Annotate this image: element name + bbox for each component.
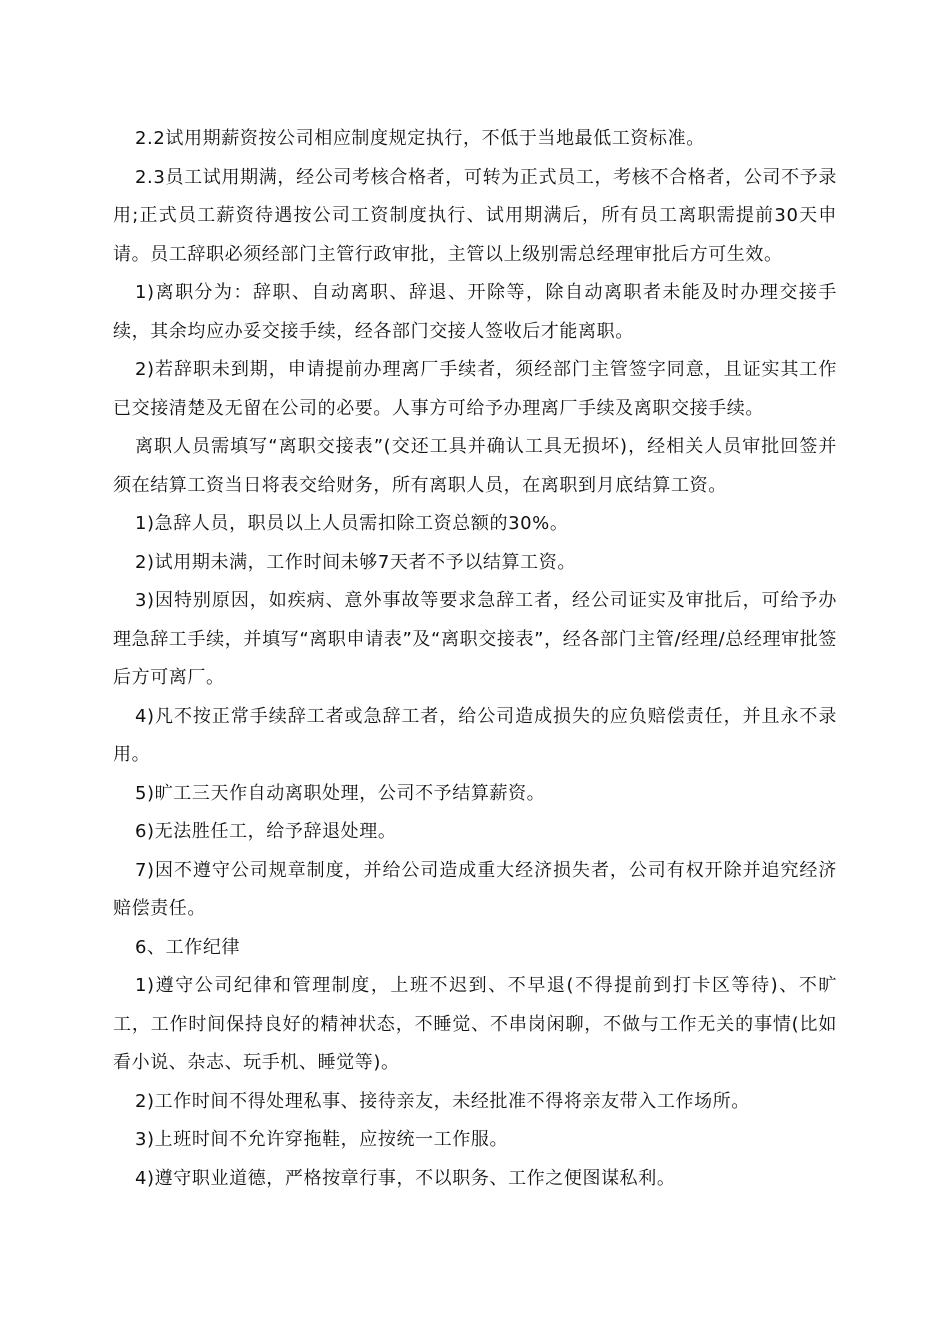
paragraph-discipline-rules: 1)遵守公司纪律和管理制度，上班不迟到、不早退(不得提前到打卡区等待)、不旷工，工作时间保持良好的精神状态，不睡觉、不串岗闲聊，不做与工作无关的事情(比如看小说、杂志、玩手机、睡觉等)。 [113, 975, 837, 1073]
paragraph-improper-resignation: 4)凡不按正常手续辞工者或急辞工者，给公司造成损失的应负赔偿责任，并且永不录用。 [113, 705, 837, 765]
paragraph-absenteeism: 5)旷工三天作自动离职处理，公司不予结算薪资。 [135, 782, 546, 804]
paragraph-dismissal: 7)因不遵守公司规章制度，并给公司造成重大经济损失者，公司有权开除并追究经济赔偿责任。 [113, 859, 837, 919]
paragraph-resignation-types: 1)离职分为：辞职、自动离职、辞退、开除等，除自动离职者未能及时办理交接手续，其余均应办妥交接手续，经各部门交接人签收后才能离职。 [113, 282, 837, 342]
paragraph-urgent-deduction: 1)急辞人员，职员以上人员需扣除工资总额的30%。 [135, 513, 569, 534]
paragraph-professional-ethics: 4)遵守职业道德，严格按章行事，不以职务、工作之便图谋私利。 [135, 1167, 676, 1189]
paragraph-incompetence: 6)无法胜任工，给予辞退处理。 [135, 821, 397, 842]
paragraph-dress-code: 3)上班时间不允许穿拖鞋，应按统一工作服。 [135, 1129, 509, 1150]
paragraph-private-matters: 2)工作时间不得处理私事、接待亲友，未经批准不得将亲友带入工作场所。 [135, 1090, 750, 1112]
section-heading-work-discipline: 6、工作纪律 [135, 936, 241, 958]
document-body [113, 120, 837, 1198]
paragraph-early-resignation: 2)若辞职未到期，申请提前办理离厂手续者，须经部门主管签字同意，且证实其工作已交接清楚及无留在公司的必要。人事方可给予办理离厂手续及离职交接手续。 [113, 359, 837, 419]
paragraph-probation-end: 2.3员工试用期满，经公司考核合格者，可转为正式员工，考核不合格者，公司不予录用;正式员工薪资待遇按公司工资制度执行、试用期满后，所有员工离职需提前30天申请。员工辞职必须经部门主管行政审批，主管以上级别需总经理审批后方可生效。 [113, 166, 837, 265]
paragraph-probation-salary: 2.2试用期薪资按公司相应制度规定执行，不低于当地最低工资标准。 [135, 128, 705, 149]
paragraph-special-reasons: 3)因特别原因，如疾病、意外事故等要求急辞工者，经公司证实及审批后，可给予办理急辞工手续，并填写“离职申请表”及“离职交接表”，经各部门主管/经理/总经理审批签后方可离厂。 [113, 590, 837, 688]
paragraph-probation-seven-days: 2)试用期未满，工作时间未够7天者不予以结算工资。 [135, 551, 576, 573]
paragraph-handover-form: 离职人员需填写“离职交接表”(交还工具并确认工具无损坏)，经相关人员审批回签并须在结算工资当日将表交给财务，所有离职人员，在离职到月底结算工资。 [113, 436, 837, 496]
